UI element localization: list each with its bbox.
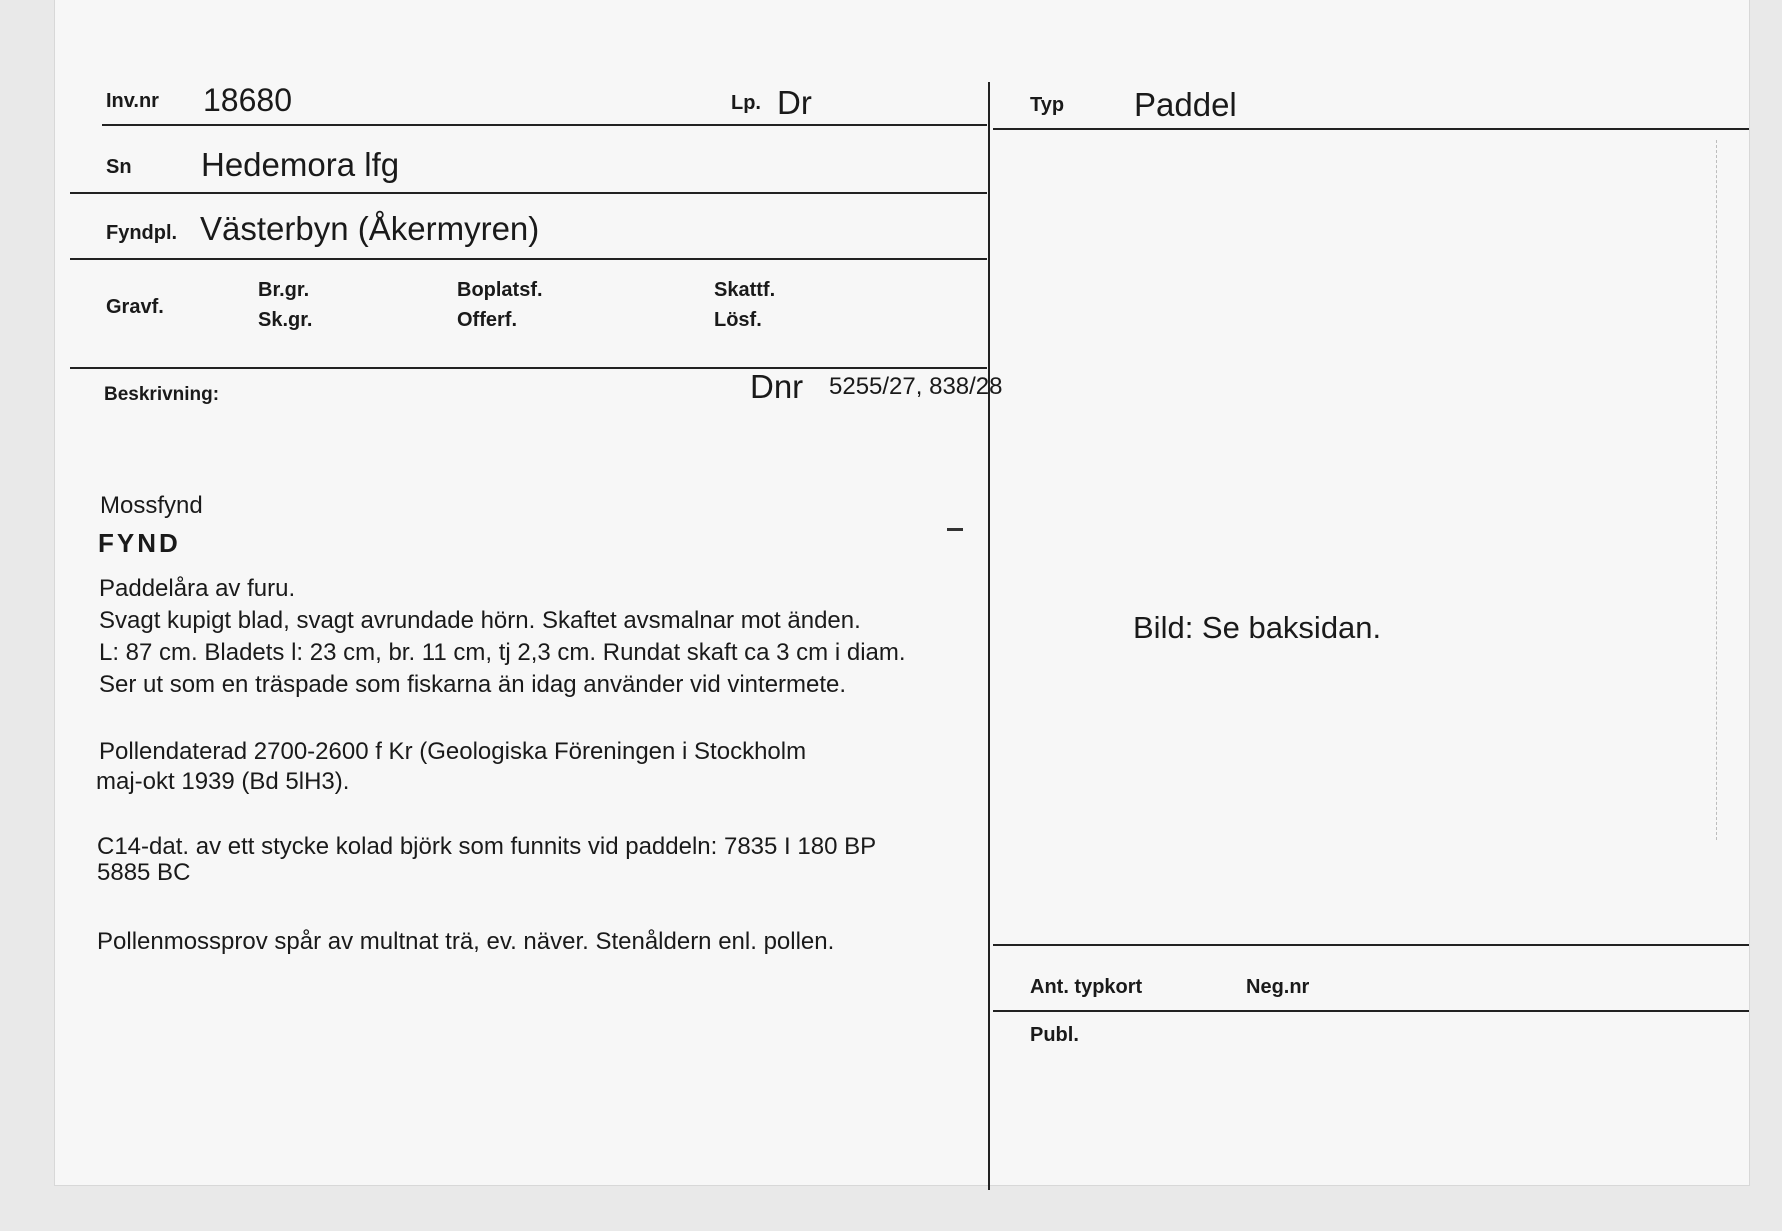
sn-label: Sn [106, 156, 132, 178]
vertical-divider [988, 82, 990, 1190]
description-line: Mossfynd [100, 492, 203, 519]
divider-line [993, 128, 1749, 130]
edge-mark [1716, 140, 1717, 840]
divider-line [993, 1010, 1749, 1012]
typ-value: Paddel [1134, 86, 1237, 123]
divider-line [102, 124, 987, 126]
typ-label: Typ [1030, 94, 1065, 116]
lp-label: Lp. [731, 92, 761, 114]
inv-nr-label: Inv.nr [106, 90, 159, 112]
publ-label: Publ. [1030, 1024, 1079, 1046]
ant-typkort-label: Ant. typkort [1030, 976, 1143, 998]
fynd-heading: FYND [98, 528, 181, 558]
bild-note: Bild: Se baksidan. [1133, 610, 1382, 645]
description-line: Pollenmossprov spår av multnat trä, ev. näver. Stenåldern enl. pollen. [97, 928, 835, 955]
neg-nr-label: Neg.nr [1246, 976, 1310, 998]
description-line: 5885 BC [97, 859, 191, 886]
description-line: L: 87 cm. Bladets l: 23 cm, br. 11 cm, tj 2,3 cm. Rundat skaft ca 3 cm i diam. [99, 639, 906, 666]
description-line: Pollendaterad 2700-2600 f Kr (Geologiska Föreningen i Stockholm [99, 738, 807, 765]
lp-value: Dr [777, 84, 812, 121]
divider-line [993, 944, 1749, 946]
offerf-label: Offerf. [457, 309, 517, 331]
divider-line [70, 192, 987, 194]
dash-mark [947, 528, 963, 531]
divider-line [70, 367, 987, 369]
dnr-value: 5255/27, 838/28 [829, 373, 1003, 400]
description-line: Svagt kupigt blad, svagt avrundade hörn. Skaftet avsmalnar mot änden. [99, 607, 861, 634]
divider-line [70, 258, 987, 260]
dnr-label: Dnr [750, 368, 804, 405]
description-line: C14-dat. av ett stycke kolad björk som funnits vid paddeln: 7835 I 180 BP [97, 833, 877, 860]
beskrivning-label: Beskrivning: [104, 384, 220, 405]
description-line: Paddelåra av furu. [99, 575, 296, 602]
skattf-label: Skattf. [714, 279, 776, 301]
description-line: Ser ut som en träspade som fiskarna än idag använder vid vintermete. [99, 671, 847, 698]
brgr-label: Br.gr. [258, 279, 310, 301]
description-line: maj-okt 1939 (Bd 5lH3). [96, 768, 350, 795]
fyndpl-label: Fyndpl. [106, 222, 178, 244]
gravf-label: Gravf. [106, 296, 164, 318]
inv-nr-value: 18680 [203, 82, 292, 118]
skgr-label: Sk.gr. [258, 309, 313, 331]
boplatsf-label: Boplatsf. [457, 279, 543, 301]
fyndpl-value: Västerbyn (Åkermyren) [200, 210, 540, 247]
losf-label: Lösf. [714, 309, 762, 331]
sn-value: Hedemora lfg [201, 146, 400, 183]
